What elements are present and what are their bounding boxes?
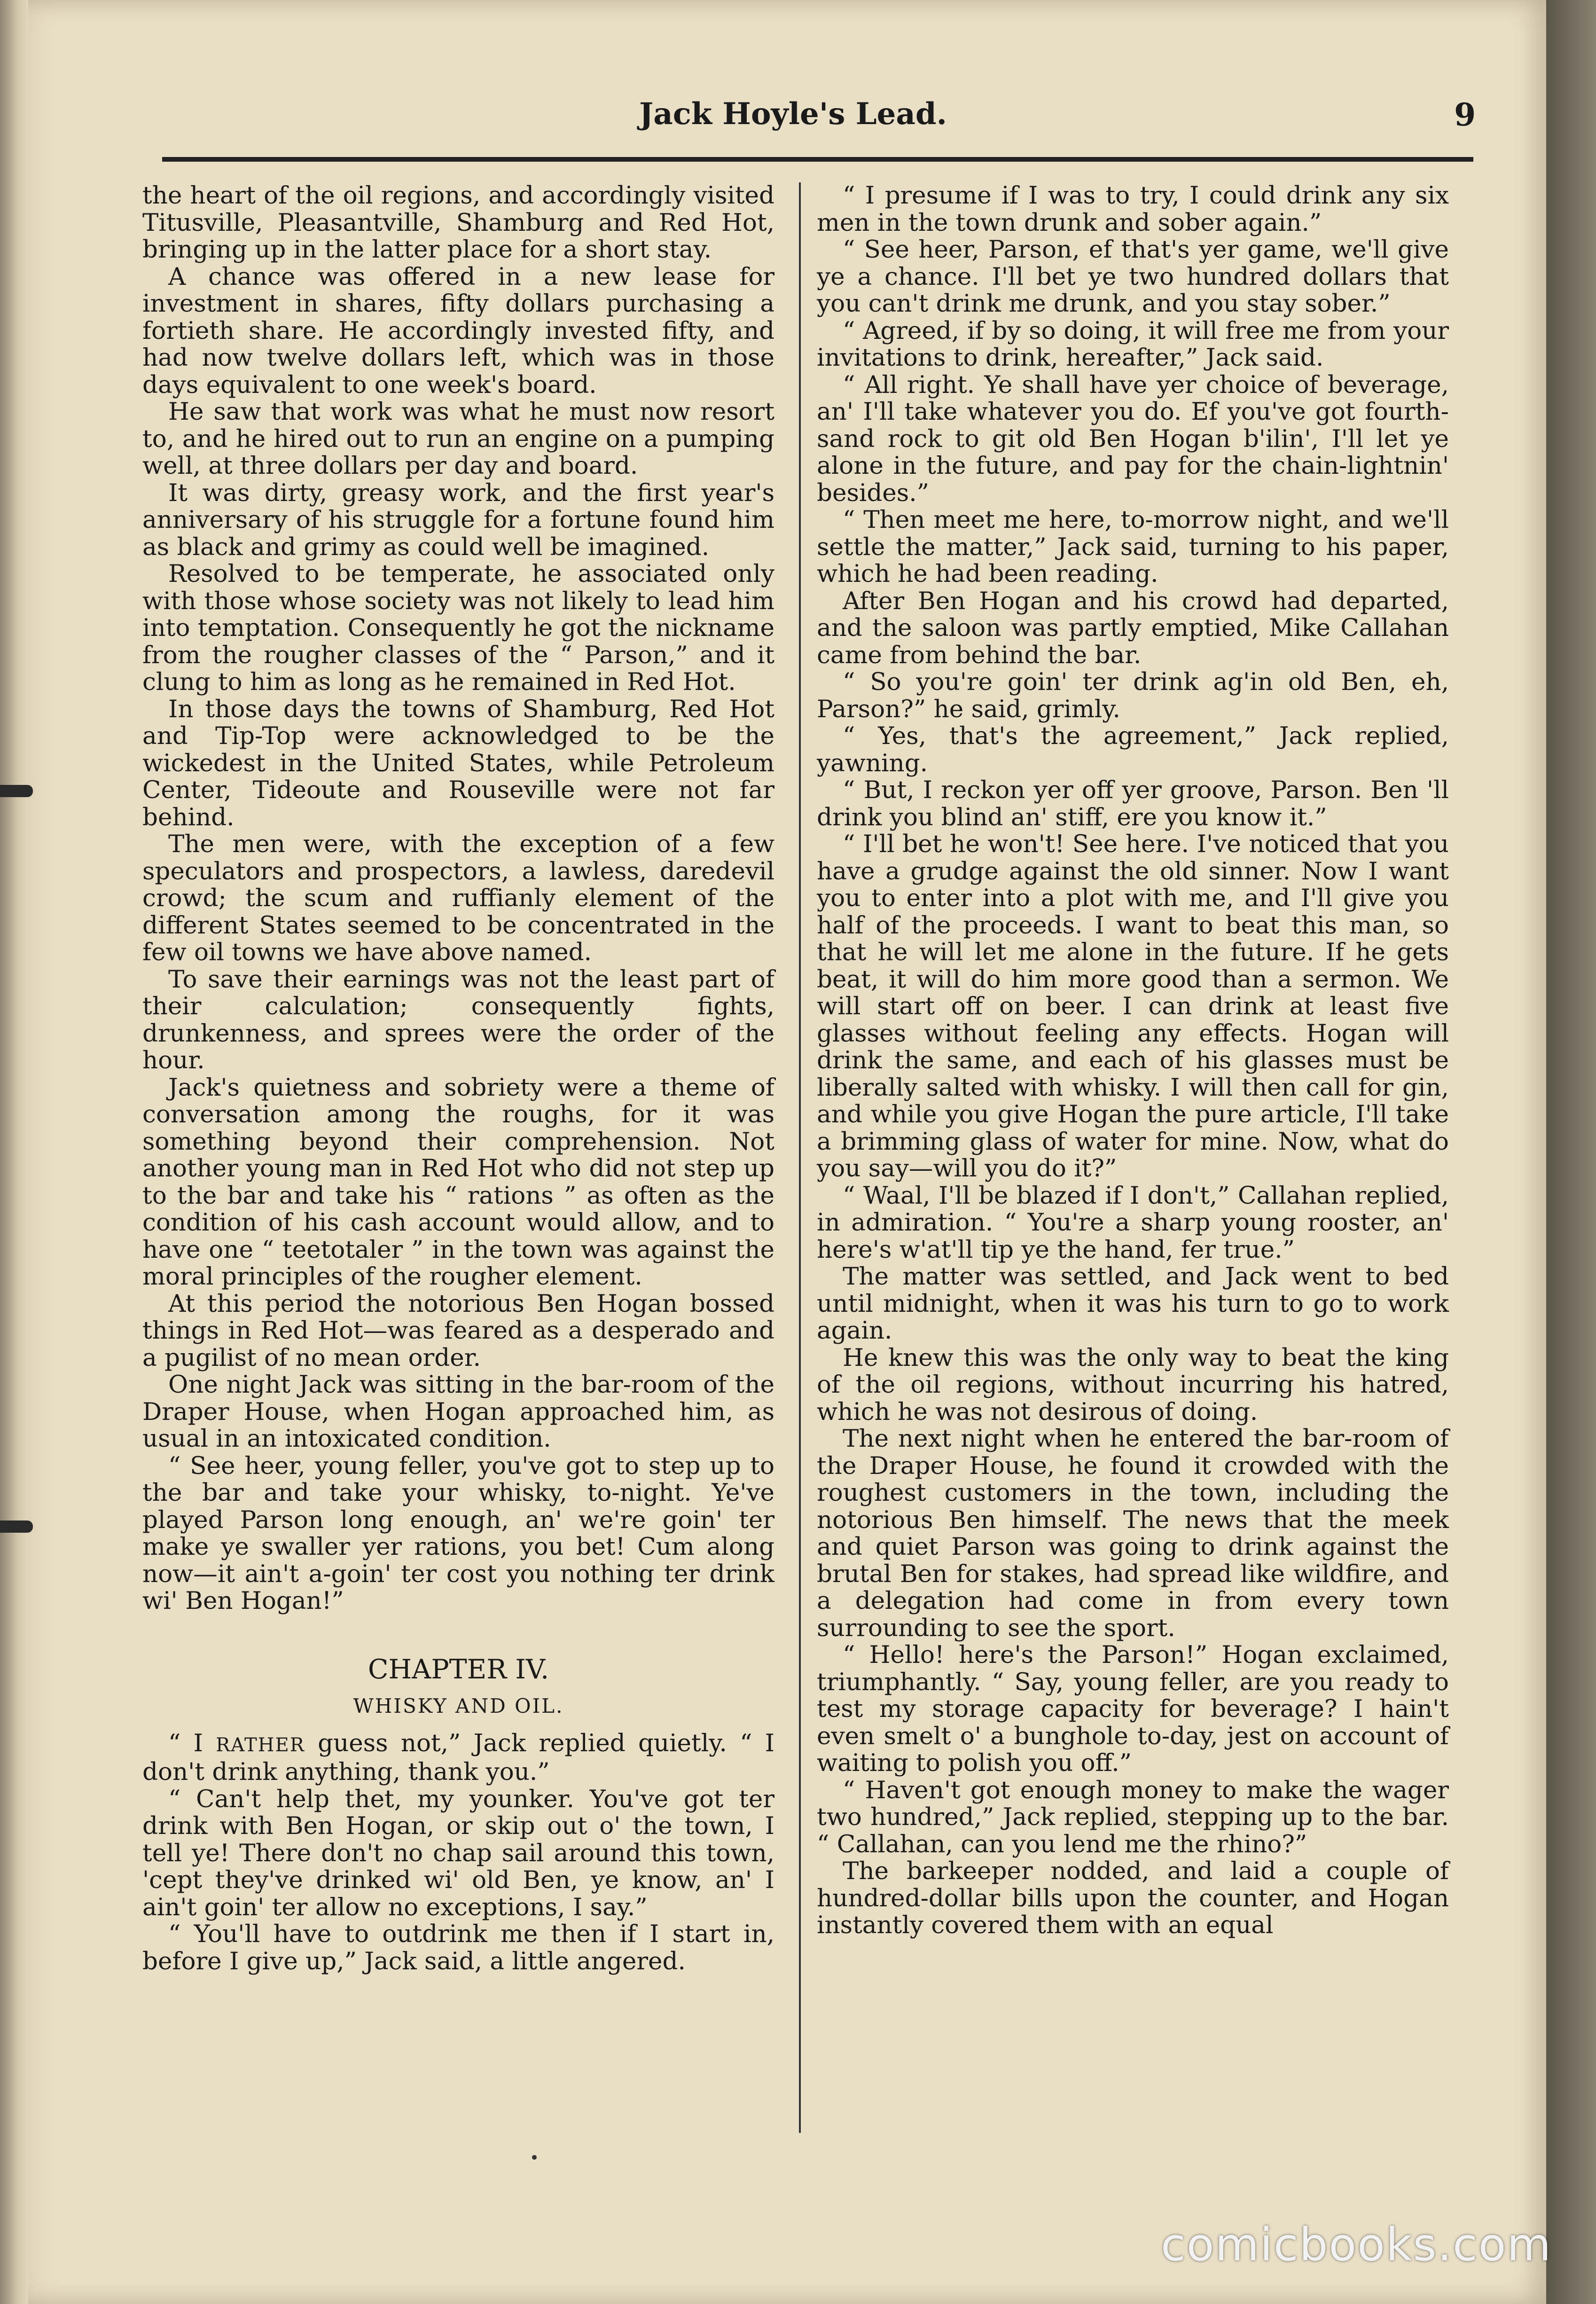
paragraph: the heart of the oil regions, and accordingly visited Titusville, Pleasantville, Shamburg and Red Hot, bringing up in the latter place for a short stay. bbox=[142, 181, 775, 264]
paragraph: “ All right. Ye shall have yer choice of beverage, an' I'll take whatever you do. Ef you've got fourth-sand rock to git old Ben Hogan b'ilin', I'll let ye alone in the future, and pay for the chain-lightnin' besides.” bbox=[817, 370, 1449, 507]
header-rule bbox=[162, 157, 1473, 162]
chapter-title: CHAPTER IV. bbox=[368, 1654, 549, 1685]
page-number: 9 bbox=[1454, 96, 1476, 133]
ink-dot bbox=[532, 2155, 537, 2160]
paragraph: “ Then meet me here, to-morrow night, and we'll settle the matter,” Jack said, turning to his paper, which he had been reading. bbox=[817, 506, 1449, 588]
paragraph: The next night when he entered the bar-room of the Draper House, he found it crowded with the roughest customers in the town, including the notorious Ben himself. The news that the meek and quiet Parson was going to drink against the brutal Ben for stakes, had spread like wildfire, and a delegation had come in from every town surrounding to see the sport. bbox=[817, 1425, 1449, 1642]
paragraph: Resolved to be temperate, he associated only with those whose society was not likely to lead him into temptation. Consequently he got the nickname from the rougher classes of the “ Parson,” and it clung to him as long as he remained in Red Hot. bbox=[142, 560, 775, 696]
paragraph: “ See heer, Parson, ef that's yer game, we'll give ye a chance. I'll bet ye two hundred dollars that you can't drink me drunk, and you stay sober.” bbox=[817, 235, 1449, 318]
paragraph: The men were, with the exception of a few speculators and prospectors, a lawless, daredevil crowd; the scum and ruffianly element of the different States seemed to be concentrated in the few oil towns we have above named. bbox=[142, 830, 775, 966]
paragraph: “ But, I reckon yer off yer groove, Parson. Ben 'll drink you blind an' stiff, ere you know it.” bbox=[817, 776, 1449, 831]
paragraph: “ Waal, I'll be blazed if I don't,” Callahan replied, in admiration. “ You're a sharp young rooster, an' here's w'at'll tip ye the hand, fer true.” bbox=[817, 1181, 1449, 1264]
page-header bbox=[160, 96, 1476, 141]
paragraph: “ See heer, young feller, you've got to step up to the bar and take your whisky, to-night. Ye've played Parson long enough, an' we're goin' ter make ye swaller yer rations, you bet! Cum along now—it ain't a-goin' ter cost you nothing ter drink wi' Ben Hogan!” bbox=[142, 1451, 775, 1615]
binding-spine bbox=[0, 0, 28, 2304]
paragraph: “ Yes, that's the agreement,” Jack replied, yawning. bbox=[817, 722, 1449, 777]
paragraph: He saw that work was what he must now resort to, and he hired out to run an engine on a pumping well, at three dollars per day and board. bbox=[142, 398, 775, 480]
paragraph: He knew this was the only way to beat the king of the oil regions, without incurring his hatred, which he was not desirous of doing. bbox=[817, 1343, 1449, 1426]
paragraph: “ You'll have to outdrink me then if I start in, before I give up,” Jack said, a little angered. bbox=[142, 1920, 775, 1975]
paragraph: At this period the notorious Ben Hogan bossed things in Red Hot—was feared as a desperado and a pugilist of no mean order. bbox=[142, 1289, 775, 1372]
paragraph: “ Agreed, if by so doing, it will free me from your invitations to drink, hereafter,” Jack said. bbox=[817, 316, 1449, 372]
chapter-opening-quote: “ I bbox=[168, 1729, 216, 1757]
paragraph: Jack's quietness and sobriety were a theme of conversation among the roughs, for it was something beyond their comprehension. Not another young man in Red Hot who did not step up to the bar and take his “ rations ” as often as the condition of his cash account would allow, and to have one “ teetotaler ” in the town was against the moral principles of the rougher element. bbox=[142, 1073, 775, 1291]
background-edge bbox=[1546, 0, 1596, 2304]
chapter-opening-text: guess not,” Jack replied quietly. “ I don't drink anything, thank you.” bbox=[142, 1729, 775, 1786]
binding-staple bbox=[0, 1520, 33, 1533]
paragraph: The matter was settled, and Jack went to bed until midnight, when it was his turn to go to work again. bbox=[817, 1262, 1449, 1345]
paragraph: “ Haven't got enough money to make the wager two hundred,” Jack replied, stepping up to the bar. “ Callahan, can you lend me the rhino?” bbox=[817, 1776, 1449, 1858]
running-title: Jack Hoyle's Lead. bbox=[639, 96, 947, 132]
paragraph: “ Hello! here's the Parson!” Hogan exclaimed, triumphantly. “ Say, young feller, are you ready to test my storage capacity for beverage? I hain't even smelt o' a bunghole to-day, jest on account of waiting to polish you off.” bbox=[817, 1641, 1449, 1777]
chapter-opening-smallcaps: RATHER bbox=[216, 1734, 305, 1756]
paragraph: The barkeeper nodded, and laid a couple of hundred-dollar bills upon the counter, and Hogan instantly covered them with an equal bbox=[817, 1857, 1449, 1939]
paragraph: One night Jack was sitting in the bar-room of the Draper House, when Hogan approached him, as usual in an intoxicated condition. bbox=[142, 1371, 775, 1453]
left-column bbox=[142, 182, 775, 1975]
paragraph: After Ben Hogan and his crowd had departed, and the saloon was partly emptied, Mike Callahan came from behind the bar. bbox=[817, 587, 1449, 669]
paragraph: To save their earnings was not the least part of their calculation; consequently fights, drunkenness, and sprees were the order of the hour. bbox=[142, 965, 775, 1074]
paragraph: It was dirty, greasy work, and the first year's anniversary of his struggle for a fortune found him as black and grimy as could well be imagined. bbox=[142, 478, 775, 561]
right-column bbox=[817, 182, 1449, 1939]
paragraph: “ I'll bet he won't! See here. I've noticed that you have a grudge against the old sinner. Now I want you to enter into a plot with me, and I'll give you half of the proceeds. I want to beat this man, so that he will let me alone in the future. If he gets beat, it will do him more good than a sermon. We will start off on beer. I can drink at least five glasses without feeling any effects. Hogan will drink the same, and each of his glasses must be liberally salted with whisky. I will then call for gin, and while you give Hogan the pure article, I'll take a brimming glass of water for mine. Now, what do you say—will you do it?” bbox=[817, 830, 1449, 1183]
column-divider bbox=[799, 182, 801, 2133]
paragraph bbox=[142, 1730, 775, 1786]
paragraph: “ Can't help thet, my younker. You've got ter drink with Ben Hogan, or skip out o' the town, I tell ye! There don't no chap sail around this town, 'cept they've drinked wi' old Ben, ye know, an' I ain't goin' ter allow no exceptions, I say.” bbox=[142, 1785, 775, 1921]
chapter-subtitle: WHISKY AND OIL. bbox=[353, 1694, 564, 1717]
paragraph: “ I presume if I was to try, I could drink any six men in the town drunk and sober again.” bbox=[817, 181, 1449, 237]
paragraph: “ So you're goin' ter drink ag'in old Ben, eh, Parson?” he said, grimly. bbox=[817, 668, 1449, 723]
paragraph: In those days the towns of Shamburg, Red Hot and Tip-Top were acknowledged to be the wickedest in the United States, while Petroleum Center, Tideoute and Rouseville were not far behind. bbox=[142, 695, 775, 831]
watermark: comicbooks.com bbox=[1161, 2218, 1552, 2271]
paragraph: A chance was offered in a new lease for investment in shares, fifty dollars purchasing a fortieth share. He accordingly invested fifty, and had now twelve dollars left, which was in those days equivalent to one week's board. bbox=[142, 262, 775, 399]
binding-staple bbox=[0, 785, 33, 797]
